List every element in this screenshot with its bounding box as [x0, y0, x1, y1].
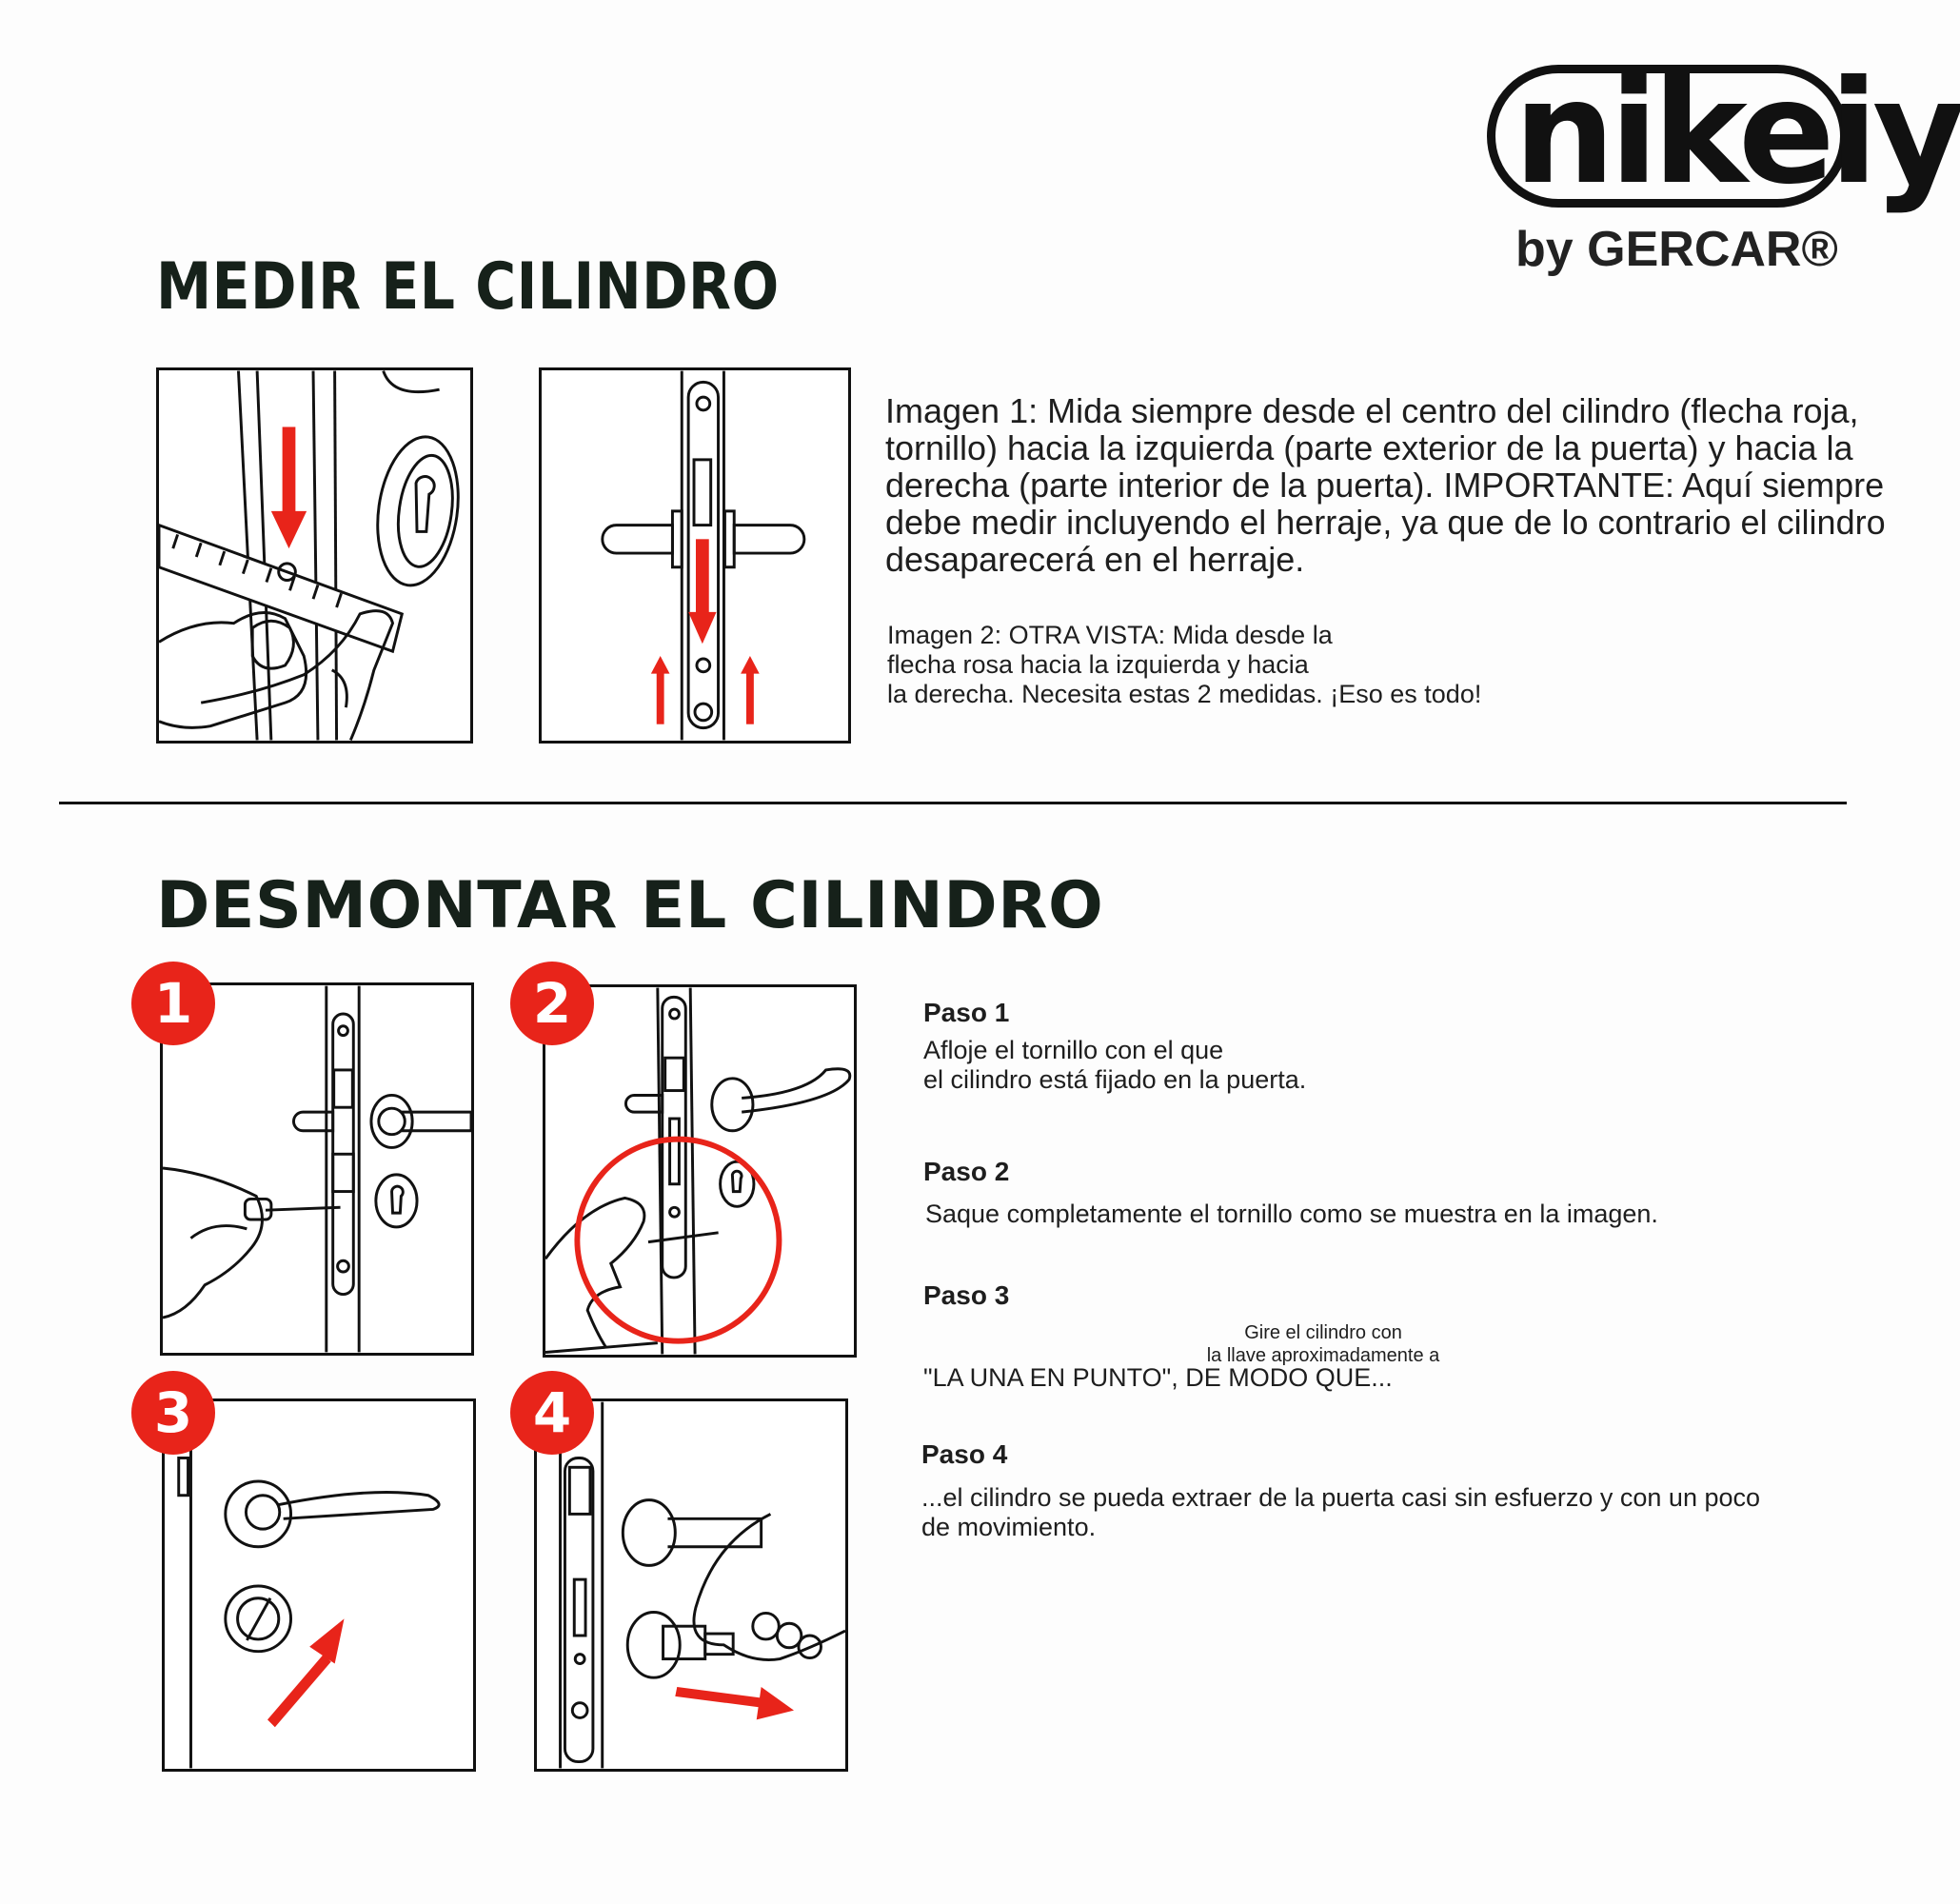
image2-description [887, 621, 1896, 709]
step1-line: Afloje el tornillo con el que [923, 1036, 1224, 1064]
step4-line: ...el cilindro se pueda extraer de la puerta casi sin esfuerzo y con un poco [921, 1483, 1761, 1512]
step4-text [921, 1483, 1883, 1542]
section-title-remove: DESMONTAR EL CILINDRO [156, 868, 1104, 943]
step3-text [923, 1363, 1875, 1393]
step3-small-line: la llave aproximadamente a [1206, 1345, 1440, 1366]
turn-key-drawing [165, 1401, 473, 1769]
step3-line: "LA UNA EN PUNTO", DE MODO QUE... [923, 1363, 1393, 1392]
step2-line: Saque completamente el tornillo como se muestra en la imagen. [925, 1200, 1658, 1228]
step1-illustration [160, 982, 474, 1356]
image2-line: flecha rosa hacia la izquierda y hacia [887, 650, 1309, 679]
image2-line: la derecha. Necesita estas 2 medidas. ¡Eso es todo! [887, 680, 1482, 708]
step4-line: de movimiento. [921, 1513, 1097, 1541]
step2-illustration [543, 984, 857, 1358]
pull-cylinder-drawing [537, 1401, 845, 1769]
ruler-measure-drawing [159, 370, 470, 741]
step-badge-3: 3 [131, 1371, 215, 1455]
section-title-measure: MEDIR EL CILINDRO [156, 249, 780, 325]
step-badge-2: 2 [510, 962, 594, 1045]
step1-line: el cilindro está fijado en la puerta. [923, 1065, 1307, 1094]
image1-description: Imagen 1: Mida siempre desde el centro del cilindro (flecha roja, tornillo) hacia la izquierda (parte exterior de la puerta) y hacia la derecha (parte interior de la puerta). IMPORTANTE: Aquí siempre debe medir incluyendo el herraje, ya que de lo contrario el cilindro desaparecerá en el herraje. [885, 391, 1886, 579]
door-plate-drawing [542, 370, 848, 741]
step3-title: Paso 3 [923, 1280, 1010, 1310]
step1-title: Paso 1 [923, 998, 1010, 1027]
measure-illustration-1 [156, 367, 473, 744]
step3-small-line: Gire el cilindro con [1244, 1322, 1402, 1343]
screw-removed-drawing [545, 987, 854, 1355]
brand-logo: nikeiy [1514, 50, 1960, 216]
step4-illustration [534, 1398, 848, 1772]
step-badge-4: 4 [510, 1371, 594, 1455]
brand-tagline: by GERCAR® [1515, 222, 1838, 277]
step3-small-text [1133, 1321, 1514, 1367]
section-divider [59, 802, 1847, 804]
step3-illustration [162, 1398, 476, 1772]
step4-title: Paso 4 [921, 1439, 1008, 1469]
step2-title: Paso 2 [923, 1157, 1010, 1186]
image2-line: Imagen 2: OTRA VISTA: Mida desde la [887, 621, 1333, 649]
screwdriver-loosen-drawing [163, 985, 471, 1353]
step2-text [925, 1200, 1877, 1229]
step1-text [923, 1036, 1875, 1095]
measure-illustration-2 [539, 367, 851, 744]
step-badge-1: 1 [131, 962, 215, 1045]
